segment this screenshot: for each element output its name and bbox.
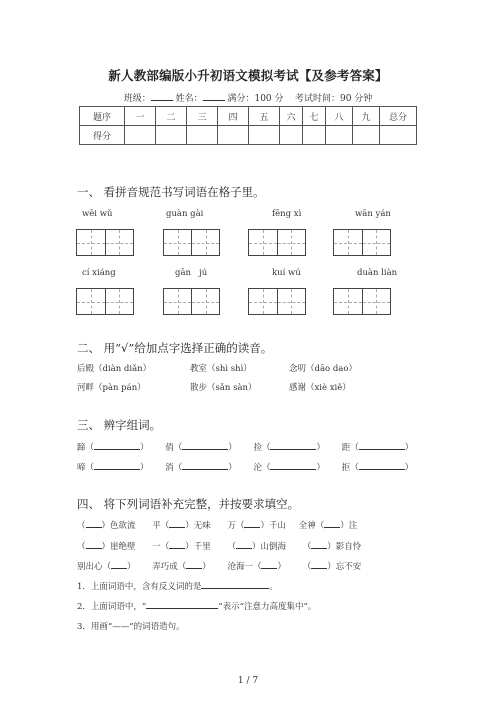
idiom-text: 一（	[152, 542, 170, 552]
table-cell: 得分	[80, 126, 125, 145]
name-blank[interactable]	[203, 91, 225, 101]
idiom-text: ）	[277, 562, 286, 572]
table-cell: 七	[303, 107, 326, 126]
exam-info-line	[0, 91, 496, 104]
pinyin-label: guàn gài	[166, 209, 204, 219]
writing-grid[interactable]	[76, 229, 134, 256]
writing-grid[interactable]	[248, 288, 306, 315]
word-group-row	[77, 441, 413, 453]
score-cell[interactable]	[156, 126, 187, 145]
paren-close: ）	[404, 463, 414, 473]
score-cell[interactable]	[303, 126, 326, 145]
class-label: 班级：	[123, 94, 151, 104]
idiom-text: 平（	[152, 521, 170, 531]
reading-option[interactable]: 教室（shì shì）	[190, 364, 252, 374]
idiom-row	[77, 540, 361, 552]
char-label: 俏（	[165, 443, 183, 453]
idiom-text: ）忘不安	[327, 562, 362, 572]
pinyin-label: cí xiáng	[82, 268, 116, 278]
score-cell[interactable]	[380, 126, 417, 145]
pinyin-label: gān jú	[175, 268, 208, 278]
table-cell: 二	[156, 107, 187, 126]
answer-blank[interactable]	[94, 441, 140, 450]
answer-blank[interactable]	[244, 519, 260, 528]
idiom-text: ）千里	[185, 542, 211, 552]
writing-grid[interactable]	[76, 288, 134, 315]
idiom-text: （	[302, 562, 312, 572]
idiom-text: 弄巧成（	[152, 562, 187, 572]
idiom-text: ）影自怜	[327, 542, 362, 552]
answer-blank[interactable]	[182, 461, 228, 470]
score-cell[interactable]	[125, 126, 156, 145]
name-label: 姓名：	[175, 94, 203, 104]
char-label: 拒（	[341, 463, 359, 473]
writing-grid[interactable]	[333, 288, 391, 315]
char-label: 沦（	[253, 463, 271, 473]
question-3: 3．用画“——”的词语造句。	[77, 622, 185, 632]
section-4-title: 四、 将下列词语补充完整，并按要求填空。	[77, 497, 300, 511]
idiom-text: ）色欲流	[101, 521, 136, 531]
answer-blank[interactable]	[94, 461, 140, 470]
section-2-title: 二、 用“√”给加点字选择正确的读音。	[77, 341, 273, 355]
page-number: 1 / 7	[237, 676, 259, 686]
reading-option[interactable]: 散步（sǎn sàn）	[190, 383, 257, 393]
table-cell: 总分	[380, 107, 417, 126]
score-table	[79, 106, 417, 145]
answer-blank[interactable]	[261, 560, 277, 569]
paren-close: ）	[140, 443, 149, 453]
pinyin-label: fēng xì	[272, 209, 302, 219]
answer-blank[interactable]	[146, 600, 218, 609]
answer-blank[interactable]	[86, 519, 102, 528]
answer-blank[interactable]	[311, 540, 327, 549]
idiom-text: ）山倒海	[251, 542, 286, 552]
reading-option[interactable]: 感谢（xiè xiě）	[289, 383, 351, 393]
question-text: ”表示“注意力高度集中”。	[218, 602, 317, 612]
answer-blank[interactable]	[169, 519, 185, 528]
table-cell: 四	[218, 107, 249, 126]
answer-blank[interactable]	[86, 540, 102, 549]
writing-grid[interactable]	[163, 288, 220, 315]
question-text: 。	[269, 582, 278, 592]
idiom-text: ）	[202, 562, 211, 572]
answer-blank[interactable]	[359, 461, 405, 470]
char-label: 距（	[341, 443, 359, 453]
idiom-text: （	[77, 542, 86, 552]
section-3-title: 三、 辨字组词。	[77, 418, 162, 432]
pinyin-label: wān yán	[355, 209, 391, 219]
class-blank[interactable]	[151, 91, 173, 101]
paren-close: ）	[316, 463, 325, 473]
idiom-text: ）千山	[260, 521, 286, 531]
paren-close: ）	[228, 443, 237, 453]
question-text: 2．上面词语中，“	[77, 602, 147, 612]
table-cell: 三	[187, 107, 218, 126]
table-cell: 九	[353, 107, 380, 126]
score-table-header-row	[80, 107, 417, 126]
score-cell[interactable]	[353, 126, 380, 145]
idiom-text: 别出心（	[77, 562, 112, 572]
paren-close: ）	[228, 463, 237, 473]
section-1-title: 一、 看拼音规范书写词语在格子里。	[77, 185, 265, 199]
answer-blank[interactable]	[270, 461, 316, 470]
answer-blank[interactable]	[201, 580, 269, 589]
score-cell[interactable]	[280, 126, 303, 145]
score-cell[interactable]	[187, 126, 218, 145]
idiom-text: 沧海一（	[227, 562, 262, 572]
word-group-row	[77, 461, 413, 473]
answer-blank[interactable]	[311, 560, 327, 569]
char-label: 蹄（	[77, 443, 95, 453]
answer-blank[interactable]	[111, 560, 127, 569]
char-label: 消（	[165, 463, 183, 473]
idiom-text: 万（	[227, 521, 245, 531]
exam-time: 考试时间：90 分钟	[294, 94, 373, 104]
score-cell[interactable]	[249, 126, 280, 145]
writing-grid[interactable]	[163, 229, 220, 256]
idiom-text: 全神（	[298, 521, 325, 531]
paren-close: ）	[404, 443, 414, 453]
paren-close: ）	[140, 463, 149, 473]
answer-blank[interactable]	[169, 540, 185, 549]
paren-close: ）	[316, 443, 325, 453]
table-cell: 一	[125, 107, 156, 126]
char-label: 捡（	[253, 443, 271, 453]
idiom-text: （	[77, 521, 86, 531]
idiom-text: （	[302, 542, 312, 552]
idiom-text: ）注	[340, 521, 358, 531]
reading-option[interactable]: 后殿（diàn diǎn）	[77, 364, 152, 374]
pinyin-label: wēi wǔ	[82, 209, 113, 219]
idiom-text: （	[227, 542, 236, 552]
reading-option[interactable]: 念叨（dāo dao）	[289, 364, 357, 374]
question-2	[77, 600, 316, 612]
table-cell: 六	[280, 107, 303, 126]
table-cell: 题序	[80, 107, 125, 126]
idiom-text: ）崖绝壁	[101, 542, 136, 552]
pinyin-label: duàn liàn	[357, 268, 398, 278]
question-text: 1．上面词语中，含有反义词的是	[77, 582, 202, 592]
full-score: 满分：100 分	[227, 94, 284, 104]
reading-option[interactable]: 河畔（pàn pán）	[77, 383, 146, 393]
answer-blank[interactable]	[270, 441, 316, 450]
question-1	[77, 580, 278, 592]
table-cell: 五	[249, 107, 280, 126]
answer-blank[interactable]	[236, 540, 252, 549]
table-cell: 八	[326, 107, 353, 126]
idiom-row	[77, 519, 357, 531]
score-table-score-row	[80, 126, 417, 145]
answer-blank[interactable]	[359, 441, 405, 450]
score-cell[interactable]	[326, 126, 353, 145]
writing-grid[interactable]	[333, 229, 391, 256]
score-cell[interactable]	[218, 126, 249, 145]
pinyin-label: kuí wú	[272, 268, 301, 278]
answer-blank[interactable]	[186, 560, 202, 569]
char-label: 啼（	[77, 463, 95, 473]
page-title: 新人教部编版小升初语文模拟考试【及参考答案】	[108, 68, 388, 83]
answer-blank[interactable]	[182, 441, 228, 450]
idiom-text: ）无味	[185, 521, 211, 531]
writing-grid[interactable]	[248, 229, 306, 256]
idiom-text: ）	[127, 562, 136, 572]
answer-blank[interactable]	[324, 519, 340, 528]
idiom-row	[77, 560, 361, 572]
